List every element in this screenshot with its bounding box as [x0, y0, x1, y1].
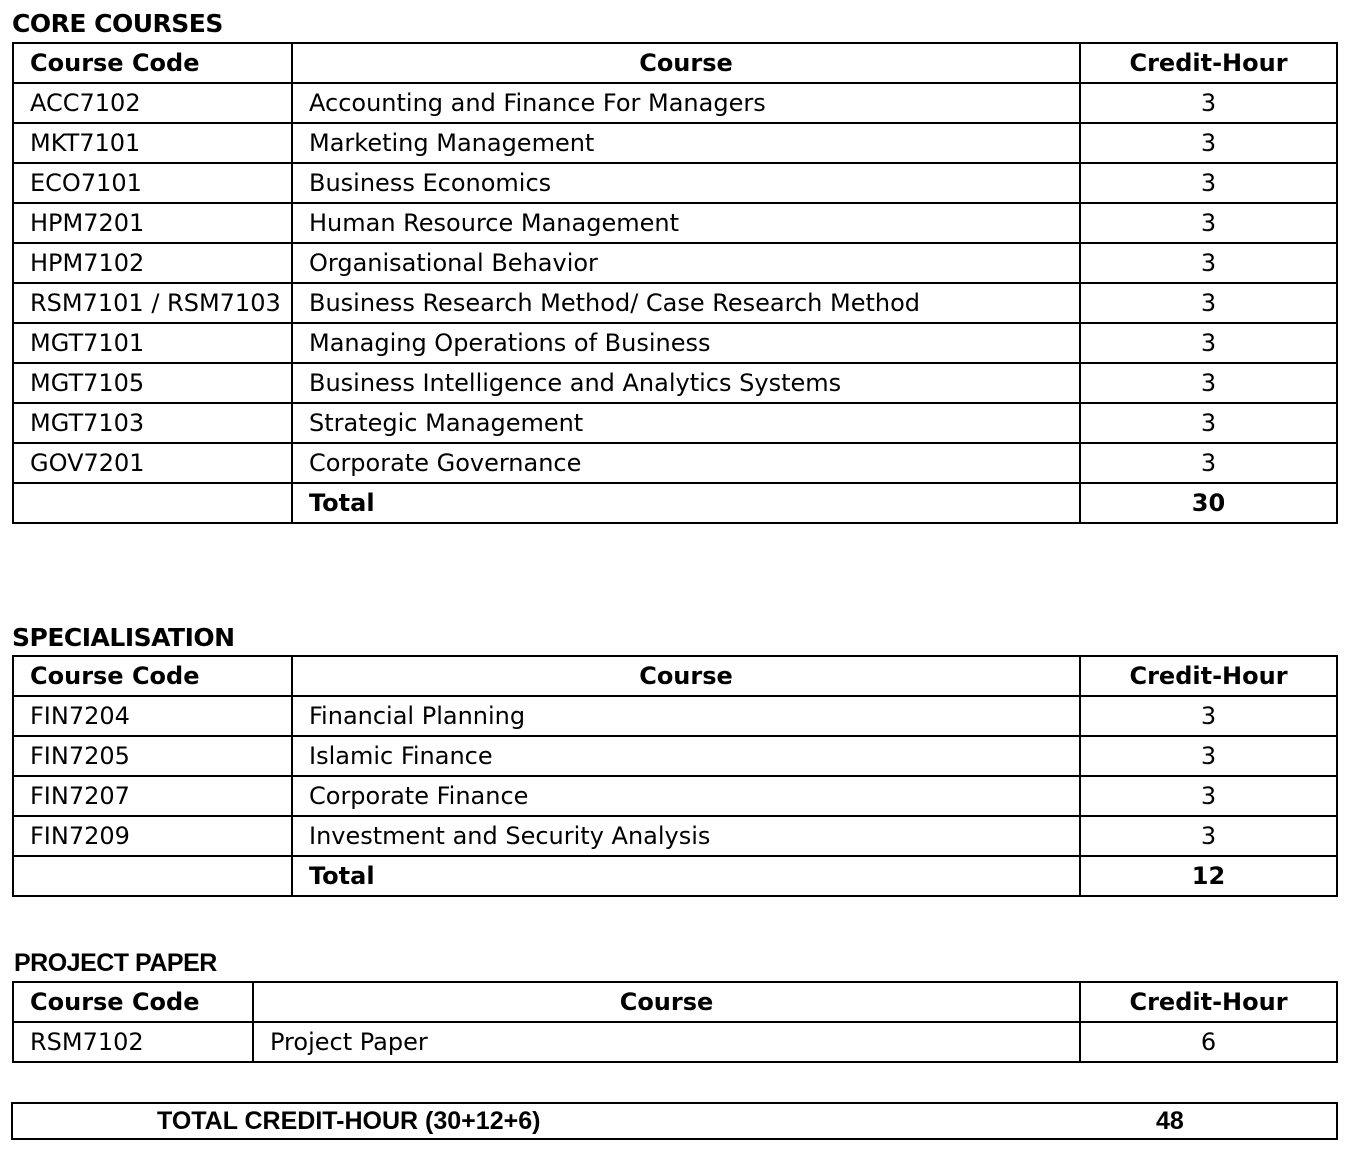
course-name-cell: Strategic Management [292, 403, 1080, 443]
header-course-code: Course Code [13, 43, 292, 83]
course-name-cell: Project Paper [253, 1022, 1080, 1062]
total-value: 12 [1080, 856, 1337, 896]
core-courses-table [12, 42, 1338, 524]
table-row [13, 283, 1337, 323]
header-credit-hour: Credit-Hour [1080, 656, 1337, 696]
credit-hour-cell: 6 [1080, 1022, 1337, 1062]
header-course: Course [292, 43, 1080, 83]
course-name-cell: Islamic Finance [292, 736, 1080, 776]
credit-hour-cell: 3 [1080, 163, 1337, 203]
total-value: 30 [1080, 483, 1337, 523]
table-header-row [13, 656, 1337, 696]
course-code-cell: HPM7201 [13, 203, 292, 243]
credit-hour-cell: 3 [1080, 443, 1337, 483]
credit-hour-cell: 3 [1080, 696, 1337, 736]
course-code-cell: RSM7101 / RSM7103 [13, 283, 292, 323]
table-row [13, 163, 1337, 203]
course-code-cell: RSM7102 [13, 1022, 253, 1062]
table-row [13, 83, 1337, 123]
specialisation-title: SPECIALISATION [12, 623, 235, 652]
table-row [13, 736, 1337, 776]
table-row [13, 816, 1337, 856]
header-credit-hour: Credit-Hour [1080, 43, 1337, 83]
total-row [13, 856, 1337, 896]
header-course-code: Course Code [13, 982, 253, 1022]
course-code-cell: MGT7103 [13, 403, 292, 443]
credit-hour-cell: 3 [1080, 83, 1337, 123]
course-code-cell: ACC7102 [13, 83, 292, 123]
course-name-cell: Organisational Behavior [292, 243, 1080, 283]
credit-hour-cell: 3 [1080, 776, 1337, 816]
course-code-cell: GOV7201 [13, 443, 292, 483]
table-row [13, 363, 1337, 403]
core-courses-title: CORE COURSES [12, 9, 223, 38]
total-label: Total [292, 856, 1080, 896]
course-name-cell: Investment and Security Analysis [292, 816, 1080, 856]
course-code-cell: ECO7101 [13, 163, 292, 203]
header-course: Course [292, 656, 1080, 696]
course-name-cell: Business Research Method/ Case Research Method [292, 283, 1080, 323]
table-row [13, 443, 1337, 483]
table-row [13, 403, 1337, 443]
table-row [13, 123, 1337, 163]
course-code-cell: MGT7105 [13, 363, 292, 403]
course-name-cell: Business Intelligence and Analytics Systems [292, 363, 1080, 403]
course-name-cell: Human Resource Management [292, 203, 1080, 243]
credit-hour-cell: 3 [1080, 736, 1337, 776]
credit-hour-cell: 3 [1080, 283, 1337, 323]
credit-hour-cell: 3 [1080, 403, 1337, 443]
course-name-cell: Corporate Governance [292, 443, 1080, 483]
course-code-cell: FIN7207 [13, 776, 292, 816]
grand-total-value: 48 [1156, 1107, 1184, 1135]
header-credit-hour: Credit-Hour [1080, 982, 1337, 1022]
header-course: Course [253, 982, 1080, 1022]
grand-total-label: TOTAL CREDIT-HOUR (30+12+6) [157, 1107, 541, 1135]
header-course-code: Course Code [13, 656, 292, 696]
course-name-cell: Marketing Management [292, 123, 1080, 163]
table-header-row [13, 982, 1337, 1022]
project-paper-title: PROJECT PAPER [14, 949, 217, 977]
total-row [13, 483, 1337, 523]
course-name-cell: Managing Operations of Business [292, 323, 1080, 363]
specialisation-table [12, 655, 1338, 897]
course-code-cell: MGT7101 [13, 323, 292, 363]
credit-hour-cell: 3 [1080, 203, 1337, 243]
table-row [13, 776, 1337, 816]
course-name-cell: Corporate Finance [292, 776, 1080, 816]
course-code-cell: FIN7205 [13, 736, 292, 776]
course-code-cell: FIN7209 [13, 816, 292, 856]
course-name-cell: Accounting and Finance For Managers [292, 83, 1080, 123]
credit-hour-cell: 3 [1080, 243, 1337, 283]
table-header-row [13, 43, 1337, 83]
course-name-cell: Business Economics [292, 163, 1080, 203]
course-code-cell: FIN7204 [13, 696, 292, 736]
course-name-cell: Financial Planning [292, 696, 1080, 736]
course-code-cell: MKT7101 [13, 123, 292, 163]
total-label: Total [292, 483, 1080, 523]
table-row [13, 1022, 1337, 1062]
credit-hour-cell: 3 [1080, 323, 1337, 363]
table-row [13, 323, 1337, 363]
total-code-cell [13, 856, 292, 896]
project-paper-table [12, 981, 1338, 1063]
table-row [13, 203, 1337, 243]
table-row [13, 243, 1337, 283]
total-code-cell [13, 483, 292, 523]
table-row [13, 696, 1337, 736]
credit-hour-cell: 3 [1080, 816, 1337, 856]
course-code-cell: HPM7102 [13, 243, 292, 283]
credit-hour-cell: 3 [1080, 363, 1337, 403]
credit-hour-cell: 3 [1080, 123, 1337, 163]
grand-total-box [11, 1102, 1338, 1140]
